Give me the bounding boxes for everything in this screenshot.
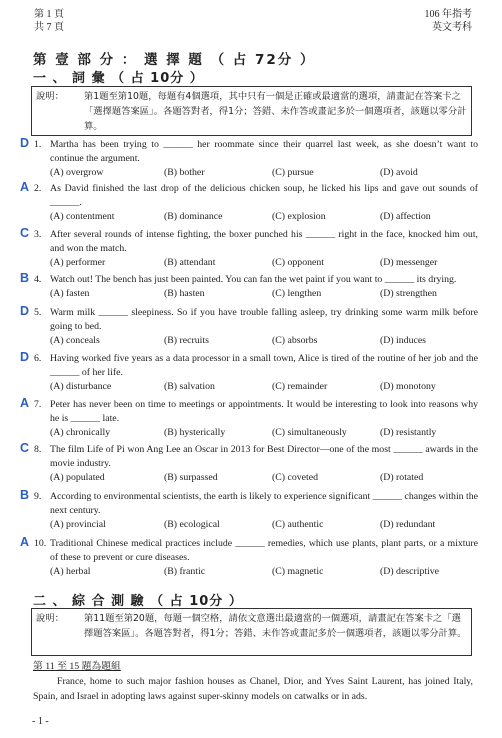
part-title: 第 壹 部 分 ： 選 擇 題 （ 占 72分 ） xyxy=(33,52,316,68)
option-d: (D) redundant xyxy=(380,519,436,530)
header-right xyxy=(425,8,473,34)
question-stem: The film Life of Pi won Ang Lee an Oscar in 2013 for Best Director—one of the most ______ awards in the movie industry. xyxy=(50,444,478,469)
option-a: (A) fasten xyxy=(50,288,90,299)
question-number: 5. xyxy=(34,307,42,318)
option-d: (D) affection xyxy=(380,211,431,222)
option-row xyxy=(50,471,478,485)
question-stem: Watch out! The bench has just been painted. You can fan the wet paint if you want to ______ its drying. xyxy=(50,274,457,285)
answer-mark: B xyxy=(20,488,30,502)
instructions-text: 第1題至第10題，每題有4個選項，其中只有一個是正確或最適當的選項，請畫記在答案卡之「選擇題答案區」。各題答對者，得1分；答錯、未作答或畫記多於一個選項者，該題以零分計算。 xyxy=(84,91,467,132)
question-number: 4. xyxy=(34,274,42,285)
option-row xyxy=(50,166,478,180)
question-item xyxy=(20,396,478,440)
option-b: (B) hysterically xyxy=(164,427,226,438)
option-row xyxy=(50,287,478,301)
question-stem: Martha has been trying to ______ her roommate since their quarrel last week, as she doesn’t want to continue the argument. xyxy=(50,139,478,164)
option-c: (C) authentic xyxy=(272,519,324,530)
question-item xyxy=(20,180,478,224)
total-pages-line: 共 7 頁 xyxy=(34,22,64,33)
answer-mark: D xyxy=(20,136,30,150)
answer-mark: B xyxy=(20,271,30,285)
question-stem: According to environmental scientists, the earth is likely to experience significant ______ changes within the next century. xyxy=(50,491,478,516)
option-a: (A) chronically xyxy=(50,427,111,438)
option-c: (C) absorbs xyxy=(272,335,318,346)
option-c: (C) lengthen xyxy=(272,288,322,299)
question-stem: Warm milk ______ sleepiness. So if you have trouble falling asleep, try drinking some warm milk before going to bed. xyxy=(50,307,478,332)
reading-passage: France, home to such major fashion houses as Chanel, Dior, and Yves Saint Laurent, has joined Italy, Spain, and Israel in adopting laws against super-skinny models on catwalks or in ads. xyxy=(33,676,473,702)
page-line: 第 1 頁 xyxy=(34,9,64,20)
option-c: (C) magnetic xyxy=(272,566,324,577)
question-item xyxy=(20,350,478,394)
option-b: (B) salvation xyxy=(164,381,215,392)
question-item xyxy=(20,488,478,532)
option-row xyxy=(50,334,478,348)
option-d: (D) rotated xyxy=(380,472,424,483)
question-stem: Peter has never been on time to meetings or appointments. It would be interesting to look into reasons why he is ______ late. xyxy=(50,399,478,424)
option-d: (D) resistantly xyxy=(380,427,437,438)
option-a: (A) overgrow xyxy=(50,167,104,178)
option-b: (B) recruits xyxy=(164,335,209,346)
option-c: (C) explosion xyxy=(272,211,326,222)
option-row xyxy=(50,426,478,440)
option-b: (B) frantic xyxy=(164,566,206,577)
question-stem: Traditional Chinese medical practices include ______ remedies, which use plants, plant parts, or a mixture of these to prevent or cure diseases. xyxy=(50,538,478,563)
question-stem: After several rounds of intense fighting, the boxer punched his ______ right in the face, knocked him out, and won the match. xyxy=(50,229,478,254)
subject-line: 英文考科 xyxy=(432,22,472,33)
header-left xyxy=(34,8,64,34)
question-stem: As David finished the last drop of the delicious chicken soup, he licked his lips and gave out sounds of ______. xyxy=(50,183,478,208)
instructions-label: 說明： xyxy=(36,91,64,102)
option-a: (A) conceals xyxy=(50,335,100,346)
instructions-label: 說明： xyxy=(36,613,64,624)
section2-instructions xyxy=(31,608,472,656)
answer-mark: A xyxy=(20,396,30,410)
page-number: - 1 - xyxy=(32,716,49,727)
question-item xyxy=(20,441,478,485)
option-row xyxy=(50,518,478,532)
option-b: (B) attendant xyxy=(164,257,216,268)
option-d: (D) monotony xyxy=(380,381,436,392)
option-a: (A) populated xyxy=(50,472,105,483)
option-d: (D) messenger xyxy=(380,257,438,268)
option-b: (B) ecological xyxy=(164,519,220,530)
option-a: (A) performer xyxy=(50,257,106,268)
option-row xyxy=(50,256,478,270)
option-c: (C) simultaneously xyxy=(272,427,347,438)
exam-line: 106 年指考 xyxy=(424,9,472,20)
question-number: 9. xyxy=(34,491,42,502)
option-b: (B) hasten xyxy=(164,288,205,299)
option-b: (B) surpassed xyxy=(164,472,218,483)
section2-title: 二 、 綜 合 測 驗 （ 占 10分 ） xyxy=(33,594,243,609)
question-number: 10. xyxy=(34,538,47,549)
question-item xyxy=(20,136,478,180)
answer-mark: C xyxy=(20,441,30,455)
option-a: (A) contentment xyxy=(50,211,115,222)
question-item xyxy=(20,304,478,348)
question-number: 7. xyxy=(34,399,42,410)
answer-mark: A xyxy=(20,535,30,549)
question-stem: Having worked five years as a data processor in a small town, Alice is tired of the routine of her job and the ______ of her life. xyxy=(50,353,478,378)
option-a: (A) disturbance xyxy=(50,381,112,392)
option-c: (C) coveted xyxy=(272,472,318,483)
section1-instructions xyxy=(31,86,472,136)
question-number: 1. xyxy=(34,139,42,150)
question-item xyxy=(20,535,478,579)
answer-mark: D xyxy=(20,350,30,364)
option-row xyxy=(50,380,478,394)
option-d: (D) strengthen xyxy=(380,288,437,299)
option-d: (D) descriptive xyxy=(380,566,440,577)
question-group-label: 第 11 至 15 題為題組 xyxy=(33,661,121,672)
option-d: (D) induces xyxy=(380,335,426,346)
option-b: (B) bother xyxy=(164,167,205,178)
question-number: 3. xyxy=(34,229,42,240)
question-item xyxy=(20,226,478,270)
option-c: (C) opponent xyxy=(272,257,324,268)
option-c: (C) pursue xyxy=(272,167,314,178)
option-row xyxy=(50,565,478,579)
answer-mark: A xyxy=(20,180,30,194)
section1-title: 一 、 詞 彙 （ 占 10分 ） xyxy=(33,71,204,86)
option-c: (C) remainder xyxy=(272,381,328,392)
option-b: (B) dominance xyxy=(164,211,223,222)
answer-mark: D xyxy=(20,304,30,318)
option-d: (D) avoid xyxy=(380,167,418,178)
question-number: 2. xyxy=(34,183,42,194)
question-number: 6. xyxy=(34,353,42,364)
instructions-text: 第11題至第20題，每題一個空格，請依文意選出最適當的一個選項，請畫記在答案卡之「選擇題答案區」。各題答對者，得1分；答錯、未作答或畫記多於一個選項者，該題以零分計算。 xyxy=(84,613,467,639)
option-a: (A) provincial xyxy=(50,519,106,530)
question-number: 8. xyxy=(34,444,42,455)
question-item xyxy=(20,271,478,301)
option-row xyxy=(50,210,478,224)
option-a: (A) herbal xyxy=(50,566,91,577)
answer-mark: C xyxy=(20,226,30,240)
